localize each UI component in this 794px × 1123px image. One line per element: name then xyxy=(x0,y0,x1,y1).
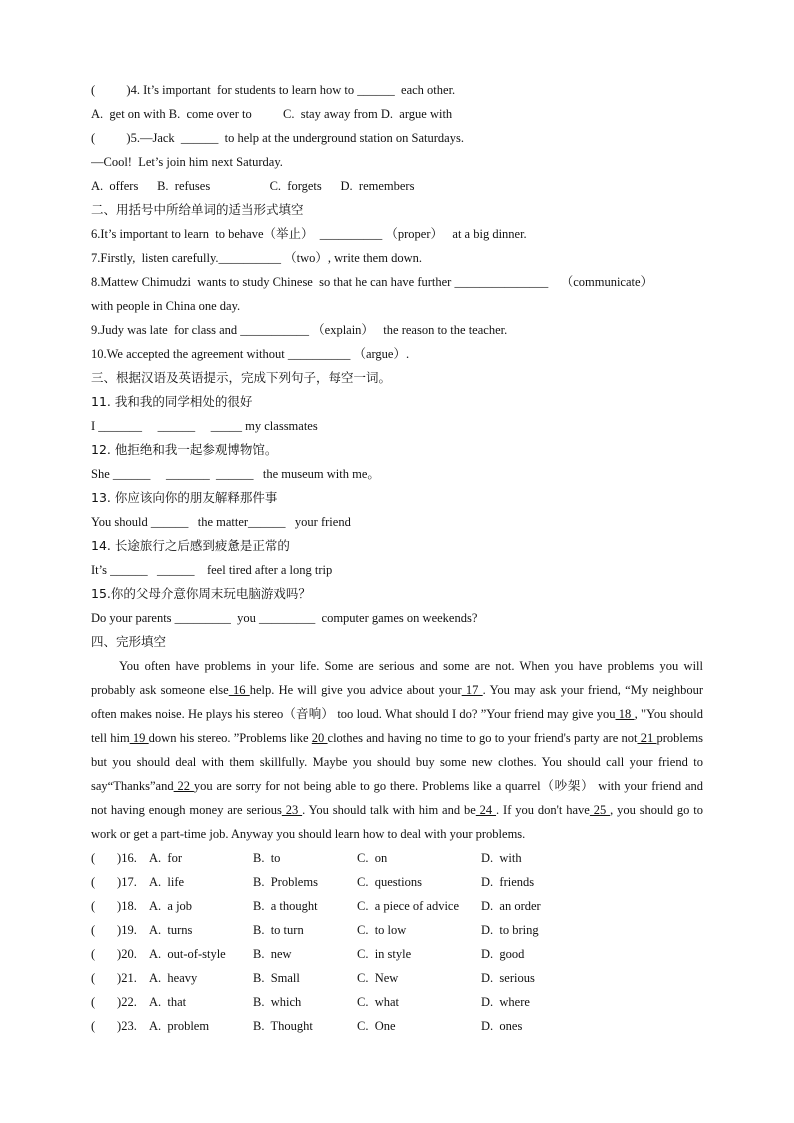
passage-text: . If you don't have xyxy=(496,803,590,817)
option-d: D. with xyxy=(481,851,522,865)
question-13-chinese: 13. 你应该向你的朋友解释那件事 xyxy=(91,490,278,505)
option-row-17 xyxy=(91,870,703,894)
question-8-continued: with people in China one day. xyxy=(91,299,241,313)
blank-18: 18 xyxy=(615,707,635,721)
option-a: A. a job xyxy=(149,899,193,913)
blank-25: 25 xyxy=(589,803,611,817)
section-4-title: 四、完形填空 xyxy=(91,634,167,649)
section-3-title: 三、根据汉语及英语提示，完成下列句子，每空一词。 xyxy=(91,370,392,385)
option-row-20 xyxy=(91,942,703,966)
option-a: A. turns xyxy=(149,923,193,937)
option-c: C. in style xyxy=(357,947,412,961)
option-a: A. problem xyxy=(149,1019,210,1033)
option-c: C. One xyxy=(357,1019,396,1033)
option-a: A. out-of-style xyxy=(149,947,226,961)
option-number: ( )21. xyxy=(91,971,137,985)
option-b: B. to xyxy=(253,851,281,865)
question-12-english: She ______ _______ ______ the museum with me。 xyxy=(91,467,380,481)
option-d: D. where xyxy=(481,995,530,1009)
cloze-passage xyxy=(91,654,703,846)
question-11-english: I _______ ______ _____ my classmates xyxy=(91,419,318,433)
option-b: B. to turn xyxy=(253,923,304,937)
option-row-16 xyxy=(91,846,703,870)
option-row-22 xyxy=(91,990,703,1014)
question-7: 7.Firstly, listen carefully.__________ （two）, write them down. xyxy=(91,251,422,265)
option-c: C. New xyxy=(357,971,399,985)
question-14-chinese: 14. 长途旅行之后感到疲惫是正常的 xyxy=(91,538,290,553)
option-d: D. good xyxy=(481,947,525,961)
question-5-reply: —Cool! Let’s join him next Saturday. xyxy=(91,155,283,169)
option-b: B. a thought xyxy=(253,899,318,913)
blank-17: 17 xyxy=(461,683,483,697)
passage-text: . You should talk with him and be xyxy=(302,803,476,817)
worksheet-page xyxy=(91,78,703,1038)
option-d: D. friends xyxy=(481,875,535,889)
option-b: B. Thought xyxy=(253,1019,313,1033)
option-row-19 xyxy=(91,918,703,942)
option-number: ( )19. xyxy=(91,923,137,937)
question-4-options: A. get on with B. come over to C. stay away from D. argue with xyxy=(91,107,453,121)
blank-24: 24 xyxy=(475,803,497,817)
question-10: 10.We accepted the agreement without __________ （argue）. xyxy=(91,347,410,361)
passage-text: down his stereo. ”Problems like xyxy=(148,731,312,745)
option-d: D. serious xyxy=(481,971,535,985)
option-d: D. an order xyxy=(481,899,541,913)
option-a: A. for xyxy=(149,851,182,865)
passage-text: help. He will give you advice about your xyxy=(249,683,462,697)
option-number: ( )18. xyxy=(91,899,137,913)
blank-20: 20 xyxy=(311,731,328,745)
passage-text: . You may ask your friend, “My neighbour often makes noise. He plays his stereo（音响） too loud. What should I do? ”Your friend may give you xyxy=(91,683,703,721)
section-2-title: 二、用括号中所给单词的适当形式填空 xyxy=(91,202,304,217)
passage-text: problems but you should deal with them skillfully. Maybe you should buy some new clothes. You should call your friend to say“Thanks”and xyxy=(91,731,703,793)
passage-text: , "You should tell him xyxy=(91,707,704,745)
question-12-chinese: 12. 他拒绝和我一起参观博物馆。 xyxy=(91,442,278,457)
question-9: 9.Judy was late for class and ___________ （explain） the reason to the teacher. xyxy=(91,323,508,337)
option-b: B. Problems xyxy=(253,875,318,889)
option-number: ( )20. xyxy=(91,947,137,961)
option-row-18 xyxy=(91,894,703,918)
blank-21: 21 xyxy=(637,731,657,745)
question-15-chinese: 15.你的父母介意你周末玩电脑游戏吗？ xyxy=(91,586,311,601)
option-a: A. that xyxy=(149,995,187,1009)
option-row-21 xyxy=(91,966,703,990)
passage-text: you are sorry for not being able to go there. Problems like a quarrel（吵架） with your friend and not having enough money are serious xyxy=(91,779,704,817)
option-b: B. new xyxy=(253,947,292,961)
option-d: D. to bring xyxy=(481,923,539,937)
question-11-chinese: 11. 我和我的同学相处的很好 xyxy=(91,394,253,409)
question-5-options: A. offers B. refuses C. forgets D. remembers xyxy=(91,179,415,193)
option-a: A. life xyxy=(149,875,185,889)
option-b: B. Small xyxy=(253,971,300,985)
question-6: 6.It’s important to learn to behave（举止） __________ （proper） at a big dinner. xyxy=(91,227,527,241)
blank-19: 19 xyxy=(129,731,149,745)
option-number: ( )22. xyxy=(91,995,137,1009)
option-c: C. on xyxy=(357,851,388,865)
option-d: D. ones xyxy=(481,1019,523,1033)
passage-text: You often have problems in your life. Some are serious and some are not. When you have problems you will probably ask someone else xyxy=(91,659,703,697)
question-13-english: You should ______ the matter______ your friend xyxy=(91,515,351,529)
blank-16: 16 xyxy=(228,683,250,697)
option-number: ( )23. xyxy=(91,1019,137,1033)
blank-22: 22 xyxy=(173,779,194,793)
option-c: C. a piece of advice xyxy=(357,899,460,913)
passage-text: clothes and having no time to go to your friend's party are not xyxy=(327,731,638,745)
question-15-english: Do your parents _________ you _________ computer games on weekends? xyxy=(91,611,478,625)
option-a: A. heavy xyxy=(149,971,198,985)
option-c: C. to low xyxy=(357,923,407,937)
question-5: ( )5.—Jack ______ to help at the underground station on Saturdays. xyxy=(91,131,464,145)
blank-23: 23 xyxy=(281,803,303,817)
option-number: ( )17. xyxy=(91,875,137,889)
cloze-options xyxy=(91,846,703,1038)
question-8: 8.Mattew Chimudzi wants to study Chinese so that he can have further _______________ （communicate） xyxy=(91,275,654,289)
option-number: ( )16. xyxy=(91,851,137,865)
question-4: ( )4. It’s important for students to learn how to ______ each other. xyxy=(91,83,456,97)
passage-text: , you should go to work or get a part-time job. Anyway you should learn how to deal with your problems. xyxy=(91,803,703,841)
option-b: B. which xyxy=(253,995,302,1009)
question-14-english: It’s ______ ______ feel tired after a long trip xyxy=(91,563,333,577)
option-c: C. what xyxy=(357,995,400,1009)
option-c: C. questions xyxy=(357,875,422,889)
option-row-23 xyxy=(91,1014,703,1038)
